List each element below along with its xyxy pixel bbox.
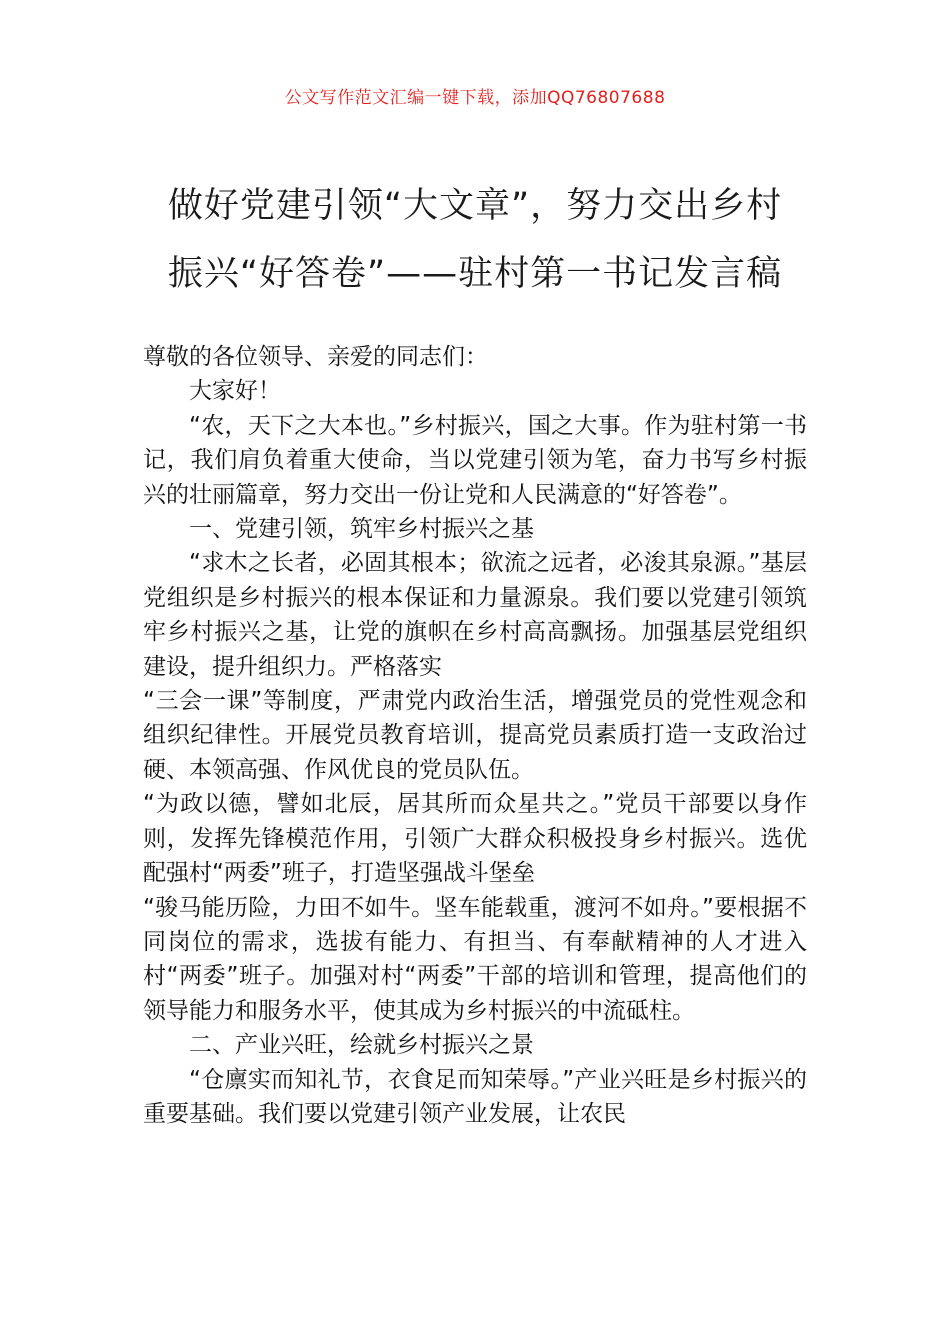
download-banner: 公文写作范文汇编一键下载，添加QQ76807688 (284, 88, 666, 108)
section-heading-1: 一、党建引领，筑牢乡村振兴之基 (189, 516, 534, 543)
body-paragraph: “求木之长者，必固其根本；欲流之远者，必浚其泉源。”基层党组织是乡村振兴的根本保证和力量源泉。我们要以党建引领筑牢乡村振兴之基，让党的旗帜在乡村高高飘扬。加强基层党组织建设，提升组织力。严格落实 (143, 550, 807, 680)
section-heading-2: 二、产业兴旺，绘就乡村振兴之景 (189, 1032, 534, 1059)
body-paragraph: “骏马能历险，力田不如牛。坚车能载重，渡河不如舟。”要根据不同岗位的需求，选拔有能力、有担当、有奉献精神的人才进入村“两委”班子。加强对村“两委”干部的培训和管理，提高他们的领导能力和服务水平，使其成为乡村振兴的中流砥柱。 (143, 894, 807, 1024)
intro-paragraph: “农，天下之大本也。”乡村振兴，国之大事。作为驻村第一书记，我们肩负着重大使命，当以党建引领为笔，奋力书写乡村振兴的壮丽篇章，努力交出一份让党和人民满意的“好答卷”。 (143, 412, 807, 508)
body-paragraph: “仓廪实而知礼节，衣食足而知荣辱。”产业兴旺是乡村振兴的重要基础。我们要以党建引领产业发展，让农民 (143, 1066, 807, 1127)
greeting: 大家好！ (189, 378, 281, 405)
document-title (140, 172, 810, 308)
salutation: 尊敬的各位领导、亲爱的同志们： (143, 344, 488, 370)
title-line-2: 振兴“好答卷”——驻村第一书记发言稿 (167, 254, 783, 294)
title-line-1: 做好党建引领“大文章”，努力交出乡村 (167, 186, 783, 226)
document-body (143, 340, 807, 1131)
body-paragraph: “三会一课”等制度，严肃党内政治生活，增强党员的党性观念和组织纪律性。开展党员教育培训，提高党员素质打造一支政治过硬、本领高强、作风优良的党员队伍。 (143, 688, 807, 783)
body-paragraph: “为政以德，譬如北辰，居其所而众星共之。”党员干部要以身作则，发挥先锋模范作用，引领广大群众积极投身乡村振兴。选优配强村“两委”班子，打造坚强战斗堡垒 (143, 791, 807, 887)
